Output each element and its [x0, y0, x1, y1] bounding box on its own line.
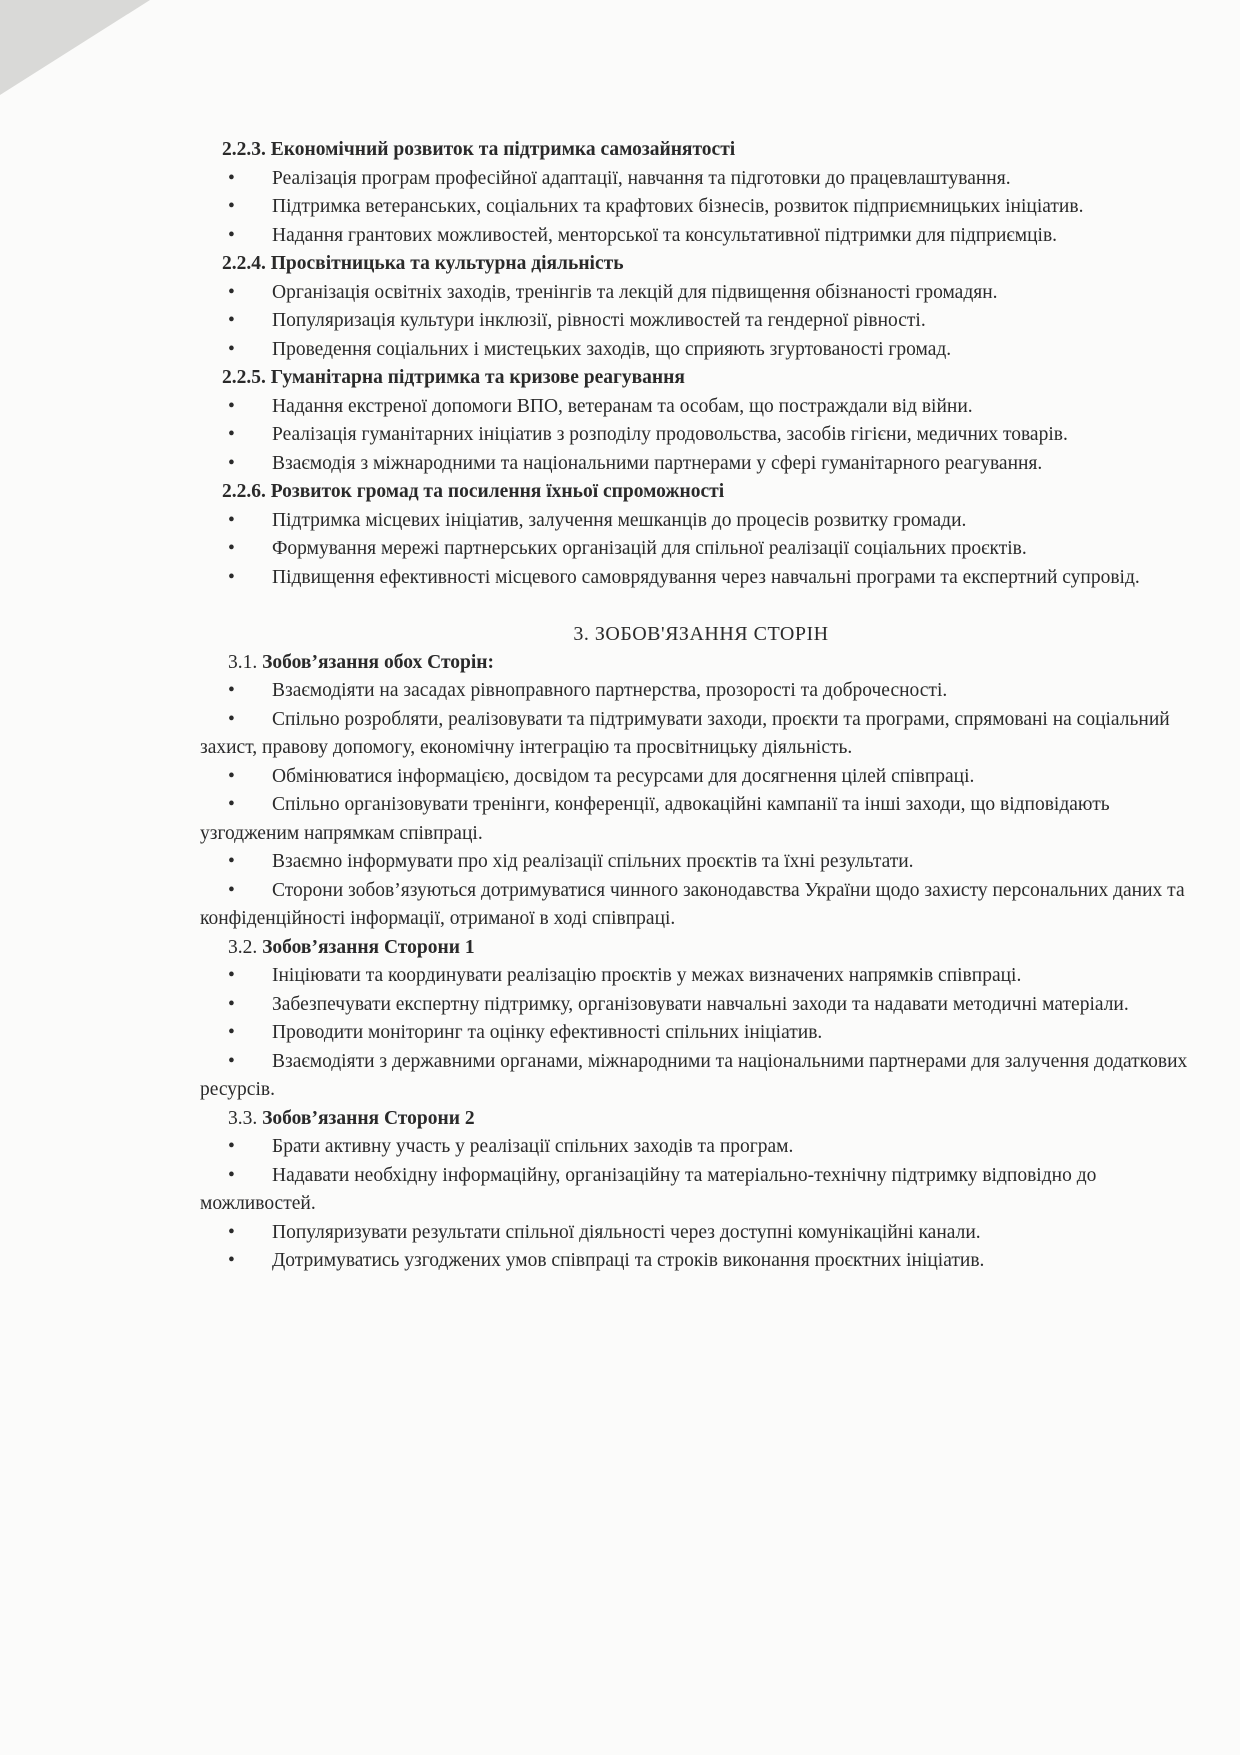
heading-2-2-5: 2.2.5. Гуманітарна підтримка та кризове реагування — [222, 367, 685, 388]
document-body — [200, 136, 1202, 1276]
heading-3-3: 3.3. Зобов’язання Сторони 2 — [228, 1107, 475, 1129]
list-item: • Дотримуватись узгоджених умов співпраці та строків виконання проєктних ініціатив. — [200, 1247, 1202, 1276]
section-3-title: 3. ЗОБОВ'ЯЗАННЯ СТОРІН — [573, 623, 829, 645]
list-item: • Проводити моніторинг та оцінку ефективності спільних ініціатив. — [200, 1019, 1202, 1048]
list-item: • Ініціювати та координувати реалізацію проєктів у межах визначених напрямків співпраці. — [200, 962, 1202, 991]
list-item: • Забезпечувати експертну підтримку, організовувати навчальні заходи та надавати методичні матеріали. — [200, 991, 1202, 1020]
bullet-icon: • — [228, 196, 235, 217]
bullet-icon: • — [228, 424, 235, 445]
bullet-icon: • — [228, 993, 235, 1015]
bullet-icon: • — [228, 167, 235, 189]
folded-corner — [0, 0, 150, 95]
list-item: • Підтримка ветеранських, соціальних та крафтових бізнесів, розвиток підприємницьких ініціатив. — [200, 193, 1202, 222]
bullet-icon: • — [228, 509, 235, 531]
bullet-icon: • — [228, 1050, 235, 1072]
list-item: • Спільно організовувати тренінги, конференції, адвокаційні кампанії та інші заходи, що відповідають узгодженим напрямкам співпраці. — [200, 791, 1202, 848]
list-item: • Взаємодіяти на засадах рівноправного партнерства, прозорості та доброчесності. — [200, 677, 1202, 706]
bullet-icon: • — [228, 1022, 235, 1043]
list-item: • Взаємодія з міжнародними та національними партнерами у сфері гуманітарного реагування. — [200, 450, 1202, 479]
list-item: • Організація освітніх заходів, тренінгів та лекцій для підвищення обізнаності громадян. — [200, 279, 1202, 308]
bullet-icon: • — [228, 566, 235, 588]
list-item: • Підвищення ефективності місцевого самоврядування через навчальні програми та експертний супровід. — [200, 564, 1202, 593]
bullet-icon: • — [228, 310, 235, 331]
bullet-icon: • — [228, 1250, 235, 1271]
bullet-icon: • — [228, 281, 235, 303]
list-item: • Формування мережі партнерських організацій для спільної реалізації соціальних проєктів. — [200, 535, 1202, 564]
bullet-icon: • — [228, 794, 235, 815]
list-item: • Надавати необхідну інформаційну, організаційну та матеріально-технічну підтримку відповідно до можливостей. — [200, 1162, 1202, 1219]
list-item: • Популяризувати результати спільної діяльності через доступні комунікаційні канали. — [200, 1219, 1202, 1248]
bullet-icon: • — [228, 224, 235, 246]
list-item: • Підтримка місцевих ініціатив, залучення мешканців до процесів розвитку громади. — [200, 507, 1202, 536]
bullet-icon: • — [228, 879, 235, 901]
list-item: • Взаємно інформувати про хід реалізації спільних проєктів та їхні результати. — [200, 848, 1202, 877]
bullet-icon: • — [228, 538, 235, 559]
bullet-icon: • — [228, 965, 235, 986]
bullet-icon: • — [228, 395, 235, 417]
bullet-icon: • — [228, 851, 235, 872]
heading-2-2-6: 2.2.6. Розвиток громад та посилення їхньої спроможності — [222, 481, 725, 502]
bullet-icon: • — [228, 765, 235, 787]
list-item: • Брати активну участь у реалізації спільних заходів та програм. — [200, 1133, 1202, 1162]
list-item: • Надання грантових можливостей, менторської та консультативної підтримки для підприємців. — [200, 222, 1202, 251]
bullet-icon: • — [228, 1136, 235, 1157]
list-item: • Популяризація культури інклюзії, рівності можливостей та гендерної рівності. — [200, 307, 1202, 336]
list-item: • Обмінюватися інформацією, досвідом та ресурсами для досягнення цілей співпраці. — [200, 763, 1202, 792]
heading-2-2-4: 2.2.4. Просвітницька та культурна діяльність — [222, 253, 624, 274]
bullet-icon: • — [228, 1164, 235, 1186]
list-item: • Надання екстреної допомоги ВПО, ветеранам та особам, що постраждали від війни. — [200, 393, 1202, 422]
list-item: • Реалізація програм професійної адаптації, навчання та підготовки до працевлаштування. — [200, 165, 1202, 194]
list-item: • Взаємодіяти з державними органами, міжнародними та національними партнерами для залучення додаткових ресурсів. — [200, 1048, 1202, 1105]
list-item: • Сторони зобов’язуються дотримуватися чинного законодавства України щодо захисту персональних даних та конфіденційності інформації, отриманої в ході співпраці. — [200, 877, 1202, 934]
heading-2-2-3: 2.2.3. Економічний розвиток та підтримка самозайнятості — [222, 139, 736, 160]
bullet-icon: • — [228, 680, 235, 701]
heading-3-2: 3.2. Зобов’язання Сторони 1 — [228, 936, 475, 958]
heading-3-1: 3.1. Зобов’язання обох Сторін: — [228, 651, 495, 673]
list-item: • Спільно розробляти, реалізовувати та підтримувати заходи, проєкти та програми, спрямовані на соціальний захист, правову допомогу, економічну інтеграцію та просвітницьку діяльність. — [200, 706, 1202, 763]
bullet-icon: • — [228, 338, 235, 360]
list-item: • Проведення соціальних і мистецьких заходів, що сприяють згуртованості громад. — [200, 336, 1202, 365]
list-item: • Реалізація гуманітарних ініціатив з розподілу продовольства, засобів гігієни, медичних товарів. — [200, 421, 1202, 450]
bullet-icon: • — [228, 1221, 235, 1243]
bullet-icon: • — [228, 452, 235, 474]
bullet-icon: • — [228, 708, 235, 730]
